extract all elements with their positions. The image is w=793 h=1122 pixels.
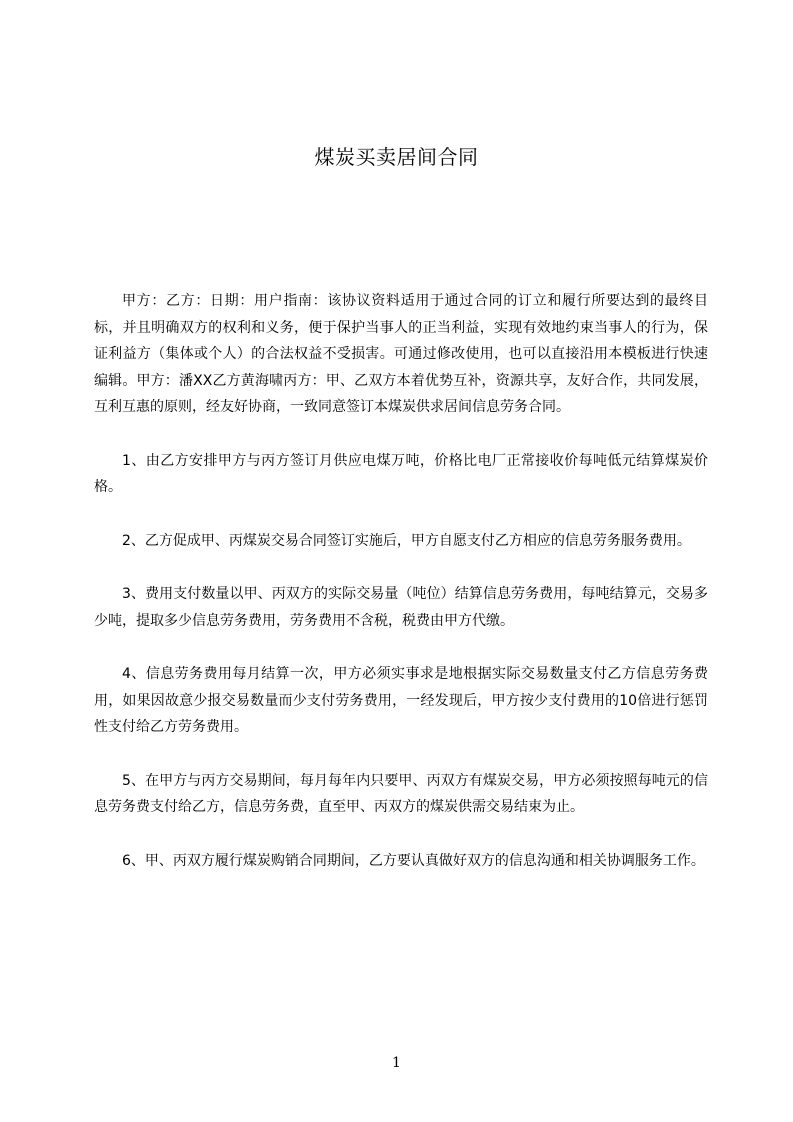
paragraph-preamble: 甲方：乙方：日期：用户指南：该协议资料适用于通过合同的订立和履行所要达到的最终目标，并且明确双方的权利和义务，便于保护当事人的正当利益，实现有效地约束当事人的行为，保证利益方（集体或个人）的合法权益不受损害。可通过修改使用，也可以直接沿用本模板进行快速编辑。甲方：潘XX乙方黄海啸丙方：甲、乙双方本着优势互补，资源共享，友好合作，共同发展，互利互惠的原则，经友好协商，一致同意签订本煤炭供求居间信息劳务合同。 xyxy=(94,293,708,415)
paragraph-clause-2: 2、乙方促成甲、丙煤炭交易合同签订实施后，甲方自愿支付乙方相应的信息劳务服务费用。 xyxy=(122,532,691,549)
paragraph-clause-1: 1、由乙方安排甲方与丙方签订月供应电煤万吨，价格比电厂正常接收价每吨低元结算煤炭价格。 xyxy=(94,452,708,495)
page-number: 1 xyxy=(392,1055,401,1071)
paragraph-clause-4: 4、信息劳务费用每月结算一次，甲方必须实事求是地根据实际交易数量支付乙方信息劳务费用，如果因故意少报交易数量而少支付劳务费用，一经发现后，甲方按少支付费用的10倍进行惩罚性支付给乙方劳务费用。 xyxy=(94,666,708,735)
document-body xyxy=(94,288,708,901)
document-title: 煤炭买卖居间合同 xyxy=(314,145,479,169)
paragraph-clause-3: 3、费用支付数量以甲、丙双方的实际交易量（吨位）结算信息劳务费用，每吨结算元，交易多少吨，提取多少信息劳务费用，劳务费用不含税，税费由甲方代缴。 xyxy=(94,586,708,629)
paragraph-clause-5: 5、在甲方与丙方交易期间，每月每年内只要甲、丙双方有煤炭交易，甲方必须按照每吨元的信息劳务费支付给乙方，信息劳务费，直至甲、丙双方的煤炭供需交易结束为止。 xyxy=(94,772,708,815)
paragraph-clause-6: 6、甲、丙双方履行煤炭购销合同期间，乙方要认真做好双方的信息沟通和相关协调服务工作。 xyxy=(122,852,705,869)
